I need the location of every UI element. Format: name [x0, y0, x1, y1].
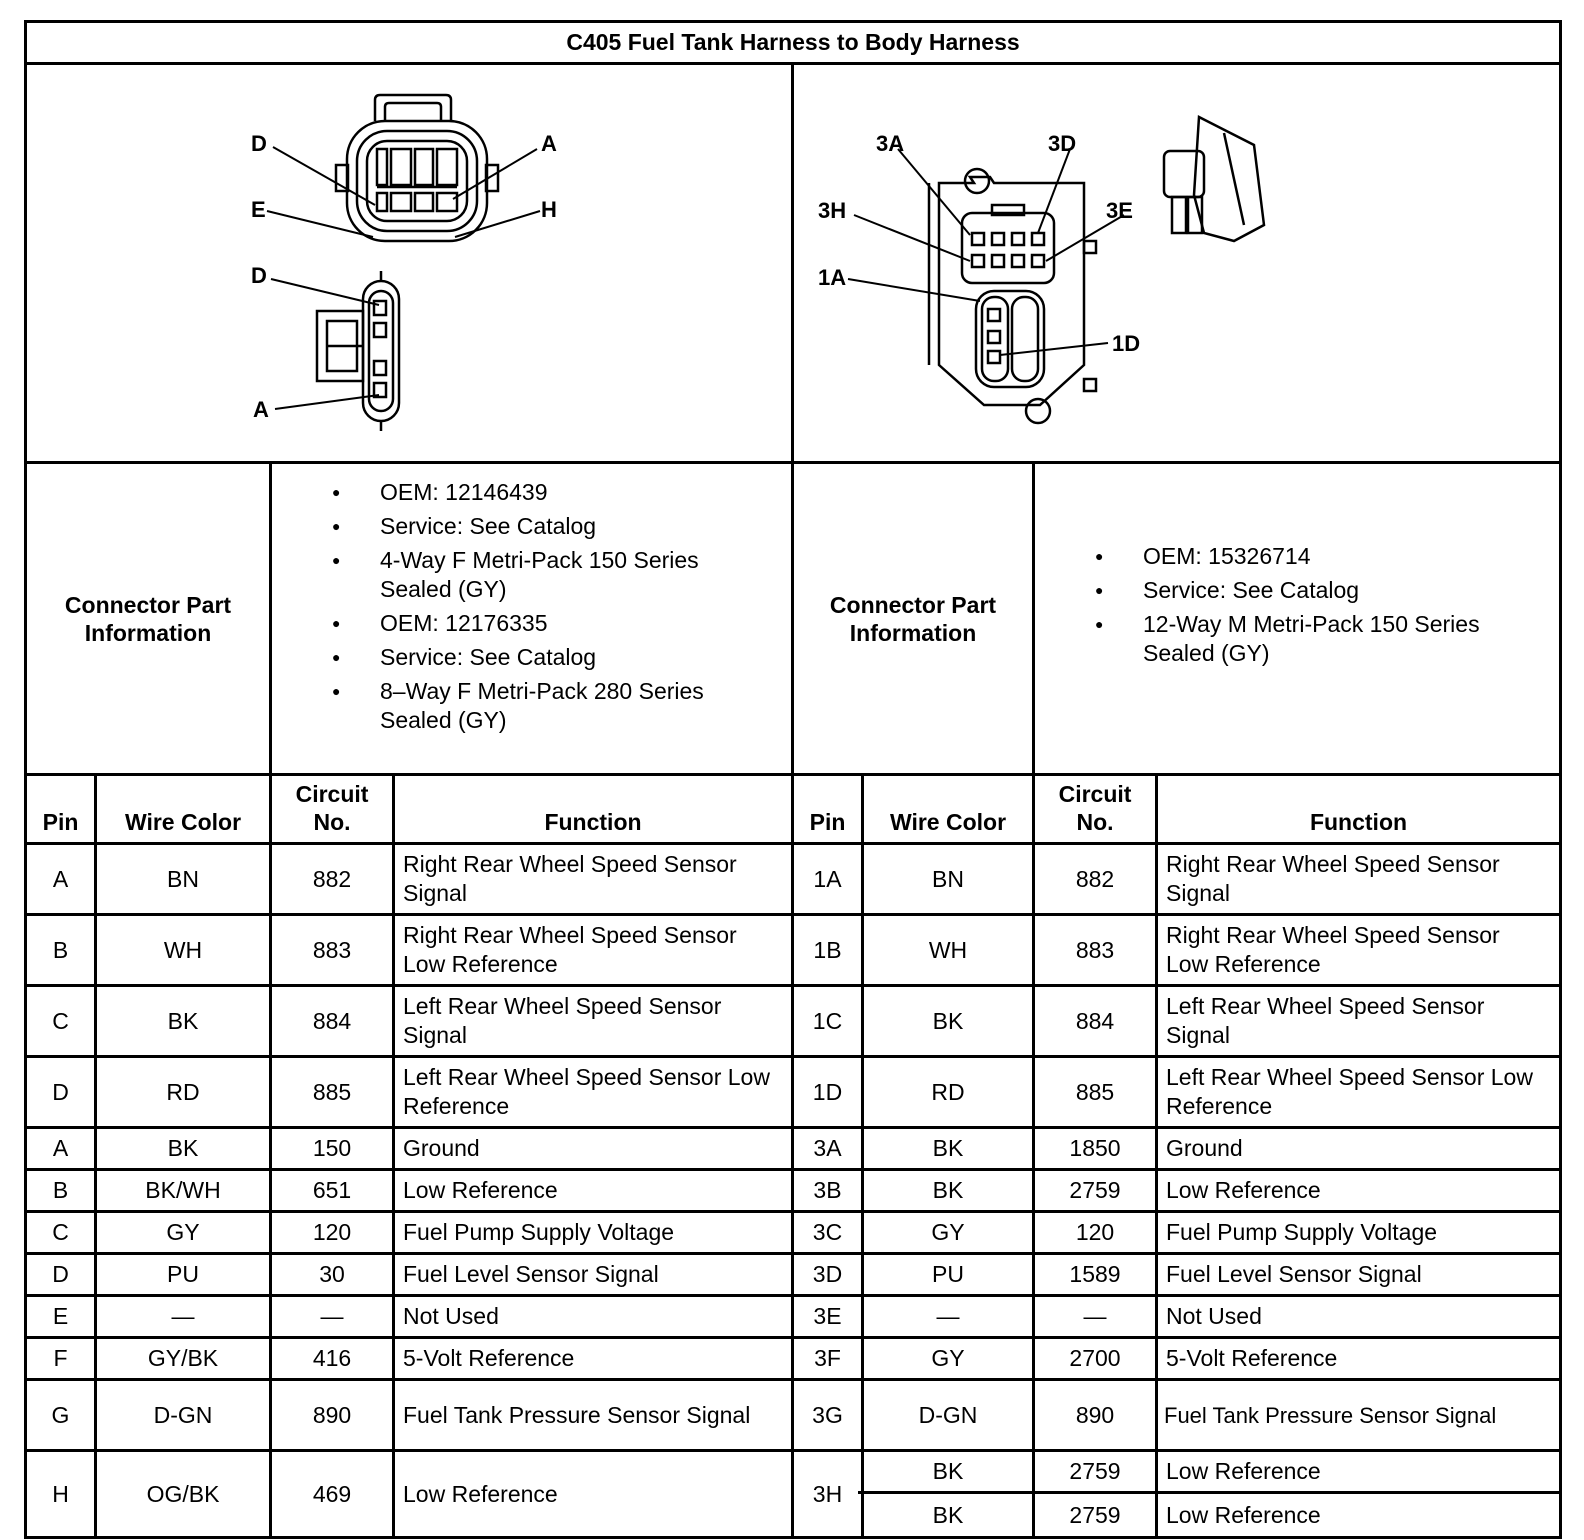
cell-circuit: 150 [312, 1135, 352, 1161]
cell-pin: B [52, 936, 69, 963]
cell-function: Low Reference [403, 1480, 558, 1507]
cell-circuit: 651 [312, 1177, 352, 1203]
left-info-header: Connector Part Information [64, 591, 232, 646]
cell-circuit: 890 [1075, 1401, 1115, 1428]
left-info-item: ● OEM: 12146439 [380, 478, 780, 507]
cell-color: BN [932, 865, 964, 892]
cell-circuit: 1589 [1069, 1261, 1121, 1287]
cell-pin: D [52, 1261, 69, 1287]
cell-circuit: 882 [1075, 865, 1115, 892]
right-info-item: ● OEM: 15326714 [1143, 542, 1543, 571]
header-pin: Pin [42, 809, 79, 835]
cell-pin: 3H [812, 1480, 843, 1507]
cell-function: Right Rear Wheel Speed Sensor Low Reference [403, 922, 737, 977]
right-info-item: ● Service: See Catalog [1143, 576, 1543, 605]
cell-circuit: 885 [312, 1078, 352, 1105]
cell-circuit: 120 [1075, 1219, 1115, 1245]
cell-function: Fuel Tank Pressure Sensor Signal [403, 1401, 751, 1428]
cell-function: Left Rear Wheel Speed Sensor Signal [403, 993, 722, 1048]
page-title: C405 Fuel Tank Harness to Body Harness [566, 28, 1020, 55]
cell-pin: B [52, 1177, 69, 1203]
cell-color: GY [166, 1219, 200, 1245]
cell-color: PU [167, 1261, 199, 1287]
cell-color: BK/WH [145, 1177, 221, 1203]
cell-color: RD [931, 1078, 965, 1105]
left-info-item: ● 4-Way F Metri-Pack 150 Series Sealed (GY) [380, 546, 740, 604]
cell-color: GY/BK [147, 1345, 219, 1371]
cell-color: — [171, 1303, 195, 1329]
cell-color: WH [163, 936, 203, 963]
label-3d: 3D [1048, 131, 1077, 156]
cell-function: Low Reference [1166, 1177, 1321, 1203]
label-d-top: D [251, 131, 267, 156]
label-3e: 3E [1106, 198, 1133, 223]
right-info-list [1143, 542, 1543, 668]
cell-color: — [936, 1303, 960, 1329]
header-pin: Pin [809, 809, 846, 835]
cell-pin: A [52, 865, 69, 892]
cell-color: WH [928, 936, 968, 963]
label-3a: 3A [876, 131, 905, 156]
label-a-bottom: A [253, 397, 269, 422]
cell-pin: 1C [812, 1007, 843, 1034]
cell-circuit: 885 [1075, 1078, 1115, 1105]
cell-pin: 1D [812, 1078, 843, 1105]
label-1d: 1D [1112, 331, 1141, 356]
cell-pin: 3A [813, 1135, 842, 1161]
left-info-item: ● 8–Way F Metri-Pack 280 Series Sealed (GY) [380, 677, 750, 735]
cell-pin: 1A [813, 865, 842, 892]
cell-function: Left Rear Wheel Speed Sensor Low Reference [1166, 1064, 1533, 1119]
cell-pin: E [52, 1303, 69, 1329]
header-wire-color: Wire Color [889, 809, 1007, 835]
cell-color: BK [167, 1135, 199, 1161]
cell-circuit: 2759 [1069, 1458, 1121, 1484]
cell-color: BK [932, 1007, 964, 1034]
label-d-bottom: D [251, 263, 267, 288]
cell-pin: 3D [812, 1261, 843, 1287]
cell-function: Right Rear Wheel Speed Sensor Low Reference [1166, 922, 1500, 977]
label-1a: 1A [818, 265, 847, 290]
cell-function: Fuel Level Sensor Signal [1166, 1261, 1422, 1287]
header-wire-color: Wire Color [124, 809, 242, 835]
header-function: Function [1309, 809, 1408, 835]
cell-color: BN [167, 865, 199, 892]
cell-circuit: 469 [312, 1480, 352, 1507]
cell-color: BK [932, 1458, 964, 1484]
cell-color: BK [932, 1177, 964, 1203]
cell-color: D-GN [153, 1401, 213, 1428]
cell-function: Low Reference [1166, 1458, 1321, 1484]
cell-color: BK [932, 1135, 964, 1161]
right-info-item: ● 12-Way M Metri-Pack 150 Series Sealed (GY) [1143, 610, 1533, 668]
cell-pin: G [51, 1401, 70, 1428]
cell-pin: C [52, 1219, 69, 1245]
cell-circuit: 2759 [1069, 1177, 1121, 1203]
label-3h: 3H [818, 198, 847, 223]
left-info-item: ● Service: See Catalog [380, 512, 780, 541]
cell-color: OG/BK [146, 1480, 220, 1507]
cell-color: D-GN [918, 1401, 978, 1428]
cell-function: 5-Volt Reference [403, 1345, 575, 1371]
cell-pin: D [52, 1078, 69, 1105]
cell-circuit: 416 [312, 1345, 352, 1371]
header-circuit: Circuit No. [295, 781, 369, 835]
cell-function: Left Rear Wheel Speed Sensor Signal [1166, 993, 1485, 1048]
cell-function: Ground [403, 1135, 480, 1161]
cell-color: BK [932, 1501, 964, 1528]
cell-function: Fuel Pump Supply Voltage [403, 1219, 675, 1245]
cell-color: PU [932, 1261, 964, 1287]
label-h: H [541, 197, 557, 222]
cell-function: 5-Volt Reference [1166, 1345, 1338, 1371]
label-a-top: A [541, 131, 557, 156]
cell-pin: 3C [812, 1219, 843, 1245]
cell-pin: 3F [814, 1345, 841, 1371]
label-e: E [251, 197, 266, 222]
cell-pin: A [52, 1135, 69, 1161]
right-connector-diagram [794, 65, 1559, 461]
cell-function: Low Reference [403, 1177, 558, 1203]
cell-pin: 3B [813, 1177, 842, 1203]
cell-color: GY [931, 1345, 965, 1371]
left-info-item: ● Service: See Catalog [380, 643, 780, 672]
cell-circuit: 882 [312, 865, 352, 892]
cell-circuit: 1850 [1069, 1135, 1121, 1161]
cell-circuit: 2759 [1069, 1501, 1121, 1528]
left-info-item: ● OEM: 12176335 [380, 609, 780, 638]
header-circuit: Circuit No. [1058, 781, 1132, 835]
left-connector-diagram [27, 65, 791, 461]
cell-pin: 3E [813, 1303, 842, 1329]
cell-function: Right Rear Wheel Speed Sensor Signal [403, 851, 737, 906]
cell-color: BK [167, 1007, 199, 1034]
cell-pin: 1B [813, 936, 842, 963]
cell-circuit: 120 [312, 1219, 352, 1245]
cell-circuit: 883 [1075, 936, 1115, 963]
cell-pin: C [52, 1007, 69, 1034]
cell-pin: F [53, 1345, 68, 1371]
cell-pin: 3G [812, 1401, 843, 1428]
cell-color: RD [166, 1078, 200, 1105]
cell-circuit: 884 [1075, 1007, 1115, 1034]
cell-circuit: 2700 [1069, 1345, 1121, 1371]
cell-function: Not Used [1166, 1303, 1262, 1329]
cell-function: Fuel Pump Supply Voltage [1166, 1219, 1438, 1245]
cell-circuit: — [1083, 1303, 1107, 1329]
cell-function: Low Reference [1166, 1501, 1321, 1528]
cell-circuit: 30 [319, 1261, 345, 1287]
cell-function: Ground [1166, 1135, 1243, 1161]
cell-function: Left Rear Wheel Speed Sensor Low Reference [403, 1064, 770, 1119]
right-info-header: Connector Part Information [829, 591, 997, 646]
cell-function: Fuel Tank Pressure Sensor Signal [1164, 1402, 1497, 1428]
left-info-list [380, 478, 780, 735]
cell-function: Fuel Level Sensor Signal [403, 1261, 659, 1287]
cell-circuit: 890 [312, 1401, 352, 1428]
cell-circuit: — [320, 1303, 344, 1329]
cell-function: Right Rear Wheel Speed Sensor Signal [1166, 851, 1500, 906]
cell-color: GY [931, 1219, 965, 1245]
cell-pin: H [52, 1480, 69, 1507]
cell-circuit: 884 [312, 1007, 352, 1034]
cell-function: Not Used [403, 1303, 499, 1329]
cell-circuit: 883 [312, 936, 352, 963]
header-function: Function [544, 809, 642, 835]
